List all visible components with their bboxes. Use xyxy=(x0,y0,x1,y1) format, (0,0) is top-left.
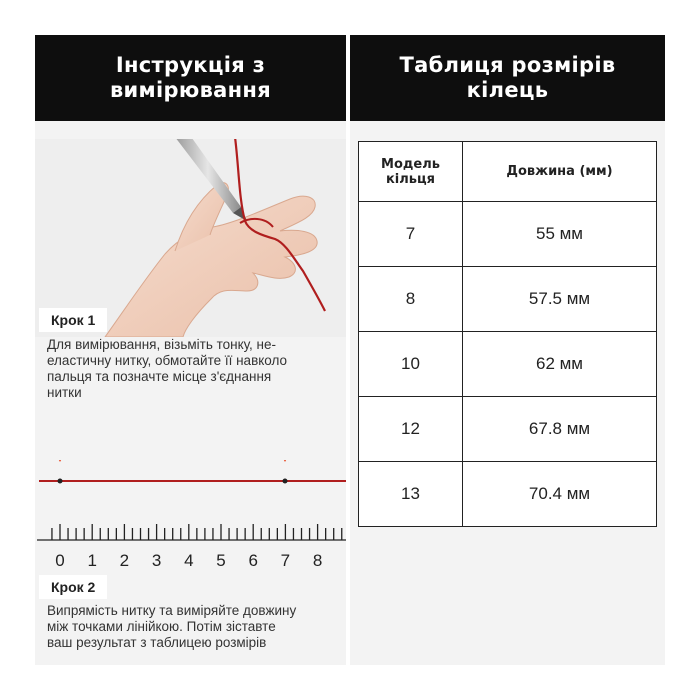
ruler-number: 0 xyxy=(55,551,65,570)
ruler-number: 4 xyxy=(184,551,194,570)
column-header-length: Довжина (мм) xyxy=(463,142,657,202)
instruction-panel xyxy=(35,35,346,665)
step2-label: Крок 2 xyxy=(39,575,107,599)
ruler-number: 5 xyxy=(216,551,226,570)
cell-length: 57.5 мм xyxy=(463,267,657,332)
cell-length: 62 мм xyxy=(463,332,657,397)
ruler-number: 2 xyxy=(119,551,130,570)
end-marker-arrow-icon xyxy=(278,460,292,462)
ruler-number: 8 xyxy=(312,551,323,570)
ruler-diagram xyxy=(35,460,346,590)
ruler-ticks xyxy=(37,524,346,540)
table-row xyxy=(359,202,657,267)
cell-model: 10 xyxy=(359,332,463,397)
table-row xyxy=(359,397,657,462)
cell-model: 13 xyxy=(359,462,463,527)
cell-model: 8 xyxy=(359,267,463,332)
cell-model: 12 xyxy=(359,397,463,462)
end-point xyxy=(283,479,288,484)
start-marker-arrow-icon xyxy=(53,460,67,462)
table-header-row xyxy=(359,142,657,202)
ruler-number: 3 xyxy=(151,551,162,570)
step1-label: Крок 1 xyxy=(39,308,107,332)
cell-length: 67.8 мм xyxy=(463,397,657,462)
table-row xyxy=(359,462,657,527)
cell-length: 55 мм xyxy=(463,202,657,267)
size-table-title: Таблиця розмірів кілець xyxy=(399,53,616,102)
size-table-panel xyxy=(350,35,665,665)
ruler-svg xyxy=(35,460,346,590)
cell-length: 70.4 мм xyxy=(463,462,657,527)
ruler-number: 6 xyxy=(248,551,258,570)
start-point xyxy=(58,479,63,484)
table-row xyxy=(359,267,657,332)
instruction-title: Інструкція з вимірювання xyxy=(109,53,272,102)
ring-size-table xyxy=(358,141,657,527)
ruler-number: 1 xyxy=(87,551,97,570)
step2-text: Випрямість нитку та виміряйте довжину між точками лінійкою. Потім зіставте ваш результат з таблицею розмірів xyxy=(47,603,297,650)
table-row xyxy=(359,332,657,397)
step1-text: Для вимірювання, візьміть тонку, не- еластичну нитку, обмотайте її навколо пальця та позначте місце з'єднання нитки xyxy=(47,337,288,400)
ruler-numbers xyxy=(55,551,322,570)
instruction-header xyxy=(35,35,346,121)
column-header-model: Модель кільця xyxy=(359,142,463,202)
size-table-header xyxy=(350,35,665,121)
ruler-number: 7 xyxy=(280,551,291,570)
cell-model: 7 xyxy=(359,202,463,267)
